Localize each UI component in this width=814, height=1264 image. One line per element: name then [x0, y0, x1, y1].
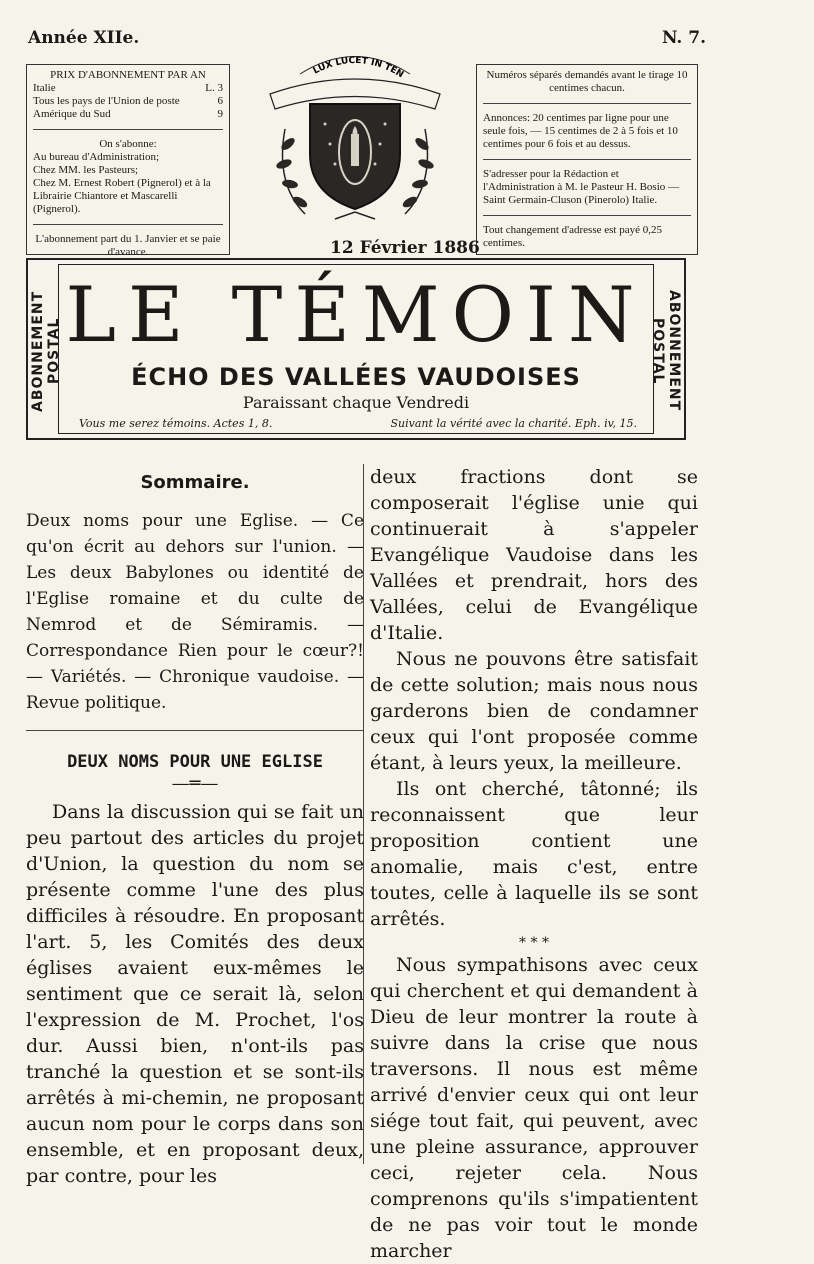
right-column [370, 464, 698, 1264]
masthead [26, 258, 686, 440]
subscribe-line: Chez MM. les Pasteurs; [33, 164, 139, 176]
article-title: DEUX NOMS POUR UNE EGLISE [67, 752, 323, 772]
price-value: L. 3 [205, 82, 223, 94]
price-label: Italie [33, 82, 56, 94]
masthead-frame [58, 264, 654, 434]
emblem [240, 34, 470, 234]
article-paragraph: Ils ont cherché, tâtonné; ils reconnaissent que leur proposition contient une anomalie, mais c'est, entre toutes, celle à laquelle ils se sont arrêtés. [370, 778, 698, 930]
motto-left: Vous me serez témoins. Actes 1, 8. [79, 417, 273, 430]
side-label-left: ABONNEMENT POSTAL [30, 290, 62, 412]
annee-label: Année XIIe. [28, 28, 140, 48]
left-column [26, 470, 364, 1189]
info-line: Tout changement d'adresse est payé 0,25 centimes. [483, 224, 662, 249]
sommaire-title: Sommaire. [140, 472, 250, 493]
price-value: 6 [217, 95, 223, 107]
motto-right: Suivant la vérité avec la charité. Eph. iv, 15. [390, 417, 637, 430]
article-paragraph: deux fractions dont se composerait l'église unie qui continuerait à s'appeler Evangélique Vaudoise dans les Vallées et prendrait, hors des Vallées, celui de Evangélique d'Italie. [370, 466, 698, 644]
newspaper-title: LE TÉMOIN [65, 270, 647, 359]
article-paragraph: Nous sympathisons avec ceux qui cherchent et qui demandent à Dieu de leur montrer la route à suivre dans la crise que nous traversons. Il nous est même arrivé d'envier ceux qui ont leur siége tout fait, qui peuvent, avec une pleine assurance, approuver ceci, rejeter cela. Nous comprenons qu'ils s'impatientent de ne pas voir tout le monde marcher [370, 954, 698, 1262]
subscribe-line: L'abonnement part du 1. Janvier et se paie d'avance. [35, 233, 221, 258]
newspaper-subtitle: ÉCHO DES VALLÉES VAUDOISES [131, 363, 581, 391]
issue-number: N. 7. [661, 28, 706, 48]
article-paragraph: Nous ne pouvons être satisfait de cette solution; mais nous nous garderons bien de condamner ceux qui l'ont proposée comme étant, à leurs yeux, la meilleure. [370, 648, 698, 774]
emblem-motto: LUX LUCET IN TEN [311, 55, 406, 81]
price-label: Tous les pays de l'Union de poste [33, 95, 180, 107]
vaudois-emblem-icon [240, 34, 470, 234]
price-row [33, 82, 223, 95]
info-line: Numéros séparés demandés avant le tirage 10 centimes chacun. [486, 69, 688, 94]
issue-date: 12 Février 1886 [330, 238, 480, 258]
info-line: Annonces: 20 centimes par ligne pour une seule fois, — 15 centimes de 2 à 5 fois et 10 centimes pour 6 fois et au dessus. [483, 112, 678, 150]
subscribe-line: Au bureau d'Administration; [33, 151, 160, 163]
info-box [476, 64, 698, 255]
price-row [33, 95, 223, 108]
periodicity: Paraissant chaque Vendredi [242, 393, 470, 412]
subscribe-title: On s'abonne: [99, 138, 157, 150]
article-paragraph: Dans la discussion qui se fait un peu partout des articles du projet d'Union, la question du nom se présente comme l'une des plus difficiles à résoudre. En proposant l'art. 5, les Comités des deux églises avaient eux-mêmes le sentiment que ce serait là, selon l'expression de M. Prochet, l'os dur. Aussi bien, n'ont-ils pas tranché la question et se sont-ils arrêtés à mi-chemin, ne proposant aucun nom pour le corps dans son ensemble, et en proposant deux, par contre, pour les [26, 801, 364, 1187]
svg-text:LUX LUCET IN TENEBRIS [240, 34, 405, 80]
info-line: S'adresser pour la Rédaction et l'Administration à M. le Pasteur H. Bosio — Saint Germain-Cluson (Pinerolo) Italie. [483, 168, 679, 206]
section-stars: * * * [519, 935, 549, 951]
subscribe-line: Chez M. Ernest Robert (Pignerol) et à la Librairie Chiantore et Mascarelli (Pignerol). [33, 177, 211, 215]
price-label: Amérique du Sud [33, 108, 111, 120]
subscription-box [26, 64, 230, 258]
sommaire-text: Deux noms pour une Eglise. — Ce qu'on écrit au dehors sur l'union. — Les deux Babylones ou identité de l'Eglise romaine et du culte de Nemrod et de Sémiramis. — Correspondance Rien pour le cœur?! — Variétés. — Chronique vaudoise. — Revue politique. [26, 511, 364, 713]
side-label-right: ABONNEMENT POSTAL [650, 290, 682, 412]
subscription-title: PRIX D'ABONNEMENT PAR AN [50, 69, 206, 81]
ornament-divider: —═— [171, 773, 219, 794]
price-row [33, 108, 223, 121]
price-value: 9 [217, 108, 223, 120]
